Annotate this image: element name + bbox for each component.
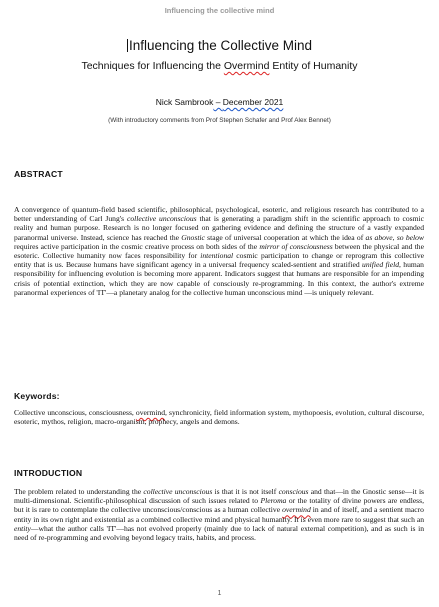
text-cursor [127,39,128,52]
introduction-heading: INTRODUCTION [14,468,83,478]
introduction-emphasis: collective unconscious [143,487,213,496]
abstract-text: , human responsibility for influencing evolution is becoming more apparent. Indicators suggest that humans are responsible for an impending crisis of potential extinction, which they are now capable of consciously re-programming. In this context, the author's extreme paranormal experiences of 'IT'—a planetary analog for the collective human unconscious mind —is uniquely relevant. [14,260,424,297]
document-subtitle [0,60,439,72]
abstract-text: stage of universal cooperation at which the idea of [204,232,366,242]
author-separator: – [213,97,223,107]
spellcheck-flagged-word[interactable]: overmind [135,408,166,417]
introduction-paragraph [14,487,424,542]
introduction-emphasis: Pleroma [260,496,287,506]
spellcheck-flagged-word[interactable]: Overmind [223,60,270,72]
subtitle-before: Techniques for Influencing the [81,60,224,72]
abstract-text: requires active participation in the cosmic creative process on both sides of the [14,241,260,251]
abstract-text: cosmic participation to change or reprogram this collective entity that is us. Because humans have significant agency in a universal frequency scaled-sentient and stratified [14,251,424,270]
introduction-text: —what the author calls 'IT'—has not evolved properly (mainly due to lack of natural external competition), and as such is in need of re-programming and evolving beyond legacy traits, habits, and process. [14,523,424,543]
keywords-text: , synchronicity, field information system, mythopoesis, evolution, cultural discourse, esoteric, mythos, religion, macro-organism, prophecy, angels and demons. [14,408,424,427]
abstract-emphasis: mirror of consciousness [259,241,333,251]
keywords-text: Collective unconscious, consciousness, [14,408,136,417]
abstract-paragraph [14,205,424,297]
abstract-emphasis: unified field [362,260,400,270]
introduction-emphasis: entity [14,523,31,533]
introduction-text: The problem related to understanding the [14,487,144,496]
document-title: Influencing the Collective Mind [128,38,313,53]
running-header: Influencing the collective mind [164,6,275,15]
abstract-emphasis: collective unconscious [127,214,197,224]
introduction-text: or the totality of divine powers are endless, but it is rare to contemplate the collective unconscious/conscious as a human collective [14,496,424,515]
abstract-text: that is generating a paradigm shift in the scientific approach to cosmic reality and human purpose. Research is no longer focused on gathering evidence and defining the structure of a vastly expanded paranormal universe. Instead, science has reached the [14,214,424,242]
page-number: 1 [217,590,222,597]
abstract-text: A convergence of quantum-field based scientific, philosophical, psychological, esoteric, and religious research has contributed to a better understanding of Carl Jung's [14,205,424,224]
introduction-text: is that it is not itself [212,487,279,496]
introduction-emphasis: conscious [278,487,309,496]
subtitle-after: Entity of Humanity [269,60,358,72]
author-line [0,97,439,107]
spellcheck-flagged-word[interactable]: overmind [282,505,311,515]
abstract-emphasis: as above, so below [365,232,424,242]
introduction-text: in and of itself, and a sentient macro entity in its own right and existential as a combined collective mind and physical humanity. It is even more rare to suggest that such an [14,505,424,524]
introductory-comments-note: (With introductory comments from Prof Stephen Schafer and Prof Alex Bennet) [108,117,331,124]
document-title-line [0,38,439,53]
abstract-heading: ABSTRACT [14,169,63,179]
abstract-emphasis: Gnostic [181,232,205,242]
keywords-paragraph [14,408,424,426]
introduction-text: and that—in the Gnostic sense—it is multi-dimensional. Scientific-philosophical discussion of such issues related to [14,487,425,506]
author-date: December 2021 [222,97,284,107]
abstract-text: between the physical and the esoteric. Collective humanity now faces responsibility for [14,241,424,261]
keywords-heading: Keywords: [14,391,60,401]
author-name: Nick Sambrook [155,97,214,107]
abstract-emphasis: intentional [200,251,234,261]
